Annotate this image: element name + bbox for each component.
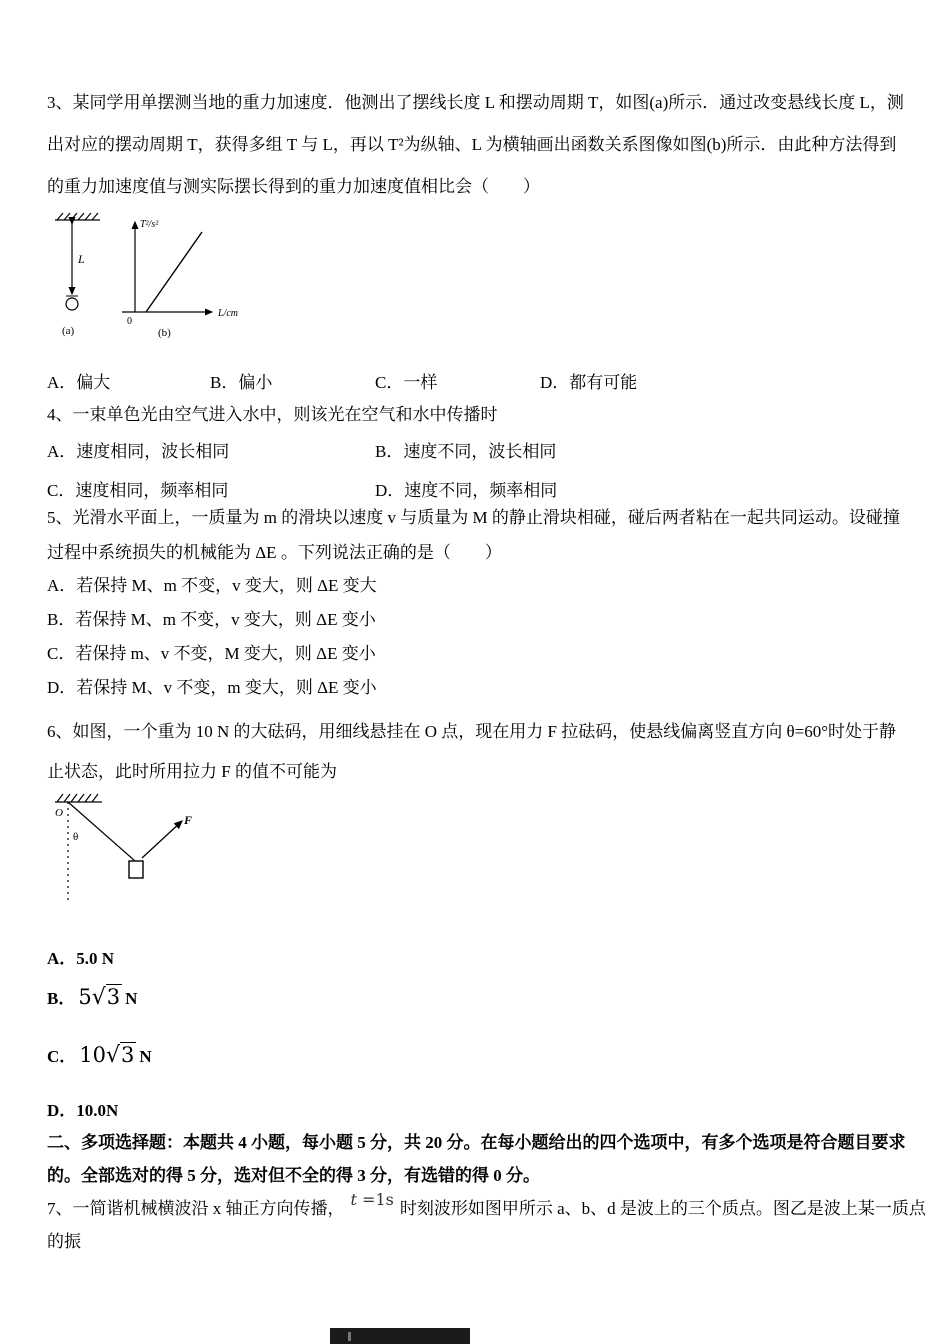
q4-option-c: C．速度相同，频率相同 <box>47 481 229 500</box>
graph-y-axis-label: T²/s² <box>140 219 159 230</box>
sqrt-coefficient: 10 <box>79 1043 107 1067</box>
graph-x-axis-label: L/cm <box>218 308 238 319</box>
q5-option-d: D．若保持 M、v 不变，m 变大，则 ΔE 变小 <box>47 678 377 697</box>
pendulum-bob <box>66 298 78 310</box>
question-6-stem: 6、如图，一个重为 10 N 的大砝码，用细线悬挂在 O 点，现在用力 F 拉砝码，使悬线偏离竖直方向 θ=60°时处于静止状态，此时所用拉力 F 的值不可能为 <box>47 722 897 781</box>
q5-option-c: C．若保持 m、v 不变，M 变大，则 ΔE 变小 <box>47 644 376 663</box>
q3-option-d: D．都有可能 <box>540 373 638 392</box>
q7-inline-equation <box>345 1190 400 1209</box>
radical-sign: √ <box>106 1043 121 1068</box>
q6-option-c-letter: C． <box>47 1047 77 1066</box>
q6-option-d: D．10.0N <box>47 1101 119 1120</box>
cutoff-detail <box>348 1332 351 1341</box>
q3-option-a: A．偏大 <box>47 373 111 392</box>
figure-b-label: (b) <box>158 327 171 339</box>
sqrt-coefficient: 5 <box>78 985 92 1009</box>
q4-option-b: B．速度不同，波长相同 <box>375 442 557 461</box>
section-2-heading: 二、多项选择题：本题共 4 小题，每小题 5 分，共 20 分。在每小题给出的四个选项中，有多个选项是符合题目要求的。全部选对的得 5 分，选对但不全的得 3 分，有选错的得 0 分。 <box>47 1133 906 1185</box>
q6-o-point-label: O <box>55 807 63 819</box>
equation-value: =1s <box>362 1190 394 1209</box>
q5-option-a: A．若保持 M、m 不变，v 变大，则 ΔE 变大 <box>47 576 377 595</box>
q6-option-c <box>47 1042 152 1068</box>
radicand: 3 <box>121 1043 135 1067</box>
q6-option-c-unit: N <box>139 1047 152 1066</box>
q6-ceiling <box>55 794 102 802</box>
q6-theta-label: θ <box>73 831 79 843</box>
question-3-stem: 3、某同学用单摆测当地的重力加速度．他测出了摆线长度 L 和摆动周期 T，如图(a)所示．通过改变悬线长度 L，测出对应的摆动周期 T，获得多组 T 与 L，再以 T²为纵轴、L 为横轴画出函数关系图像如图(b)所示．由此种方法得到的重力加速度值与测实际摆长得到的重力加速度值相比会（ ） <box>47 93 904 196</box>
q3-option-b: B．偏小 <box>210 373 273 392</box>
question-7-stem <box>47 1192 927 1258</box>
q4-options <box>47 437 907 501</box>
q6-option-b-unit: N <box>125 989 138 1008</box>
figure-a-label: (a) <box>62 325 75 337</box>
graph-origin-label: 0 <box>127 316 132 327</box>
q6-option-a: A．5.0 N <box>47 949 115 968</box>
question-4-stem: 4、一束单色光由空气进入水中，则该光在空气和水中传播时 <box>47 405 498 424</box>
q6-force-arrow <box>142 821 182 858</box>
radicand: 3 <box>106 985 121 1009</box>
q7-stem-post: 时刻波形如图甲所示 a、b、d 是波上的三个质点。图乙是波上某一质点的振 <box>47 1199 926 1251</box>
q3-option-c: C．一样 <box>375 373 438 392</box>
q6-option-b-math <box>75 985 125 1009</box>
q4-option-d: D．速度不同，频率相同 <box>375 481 558 500</box>
pendulum-length-label: L <box>78 252 85 266</box>
equation-variable: t <box>350 1190 357 1209</box>
q4-option-a: A．速度相同，波长相同 <box>47 442 230 461</box>
q7-stem-pre: 7、一简谐机械横波沿 x 轴正方向传播， <box>47 1199 345 1218</box>
q5-option-b: B．若保持 M、m 不变，v 变大，则 ΔE 变小 <box>47 610 376 629</box>
question-5-stem: 5、光滑水平面上，一质量为 m 的滑块以速度 v 与质量为 M 的静止滑块相碰，碰后两者粘在一起共同运动。设碰撞过程中系统损失的机械能为 ΔE 。下列说法正确的是（ ） <box>47 508 900 562</box>
q6-force-label: F <box>184 813 193 827</box>
q6-option-b-letter: B． <box>47 989 76 1008</box>
radical-sign: √ <box>91 985 106 1010</box>
q6-option-c-math <box>76 1043 139 1067</box>
pendulum-ceiling <box>55 213 100 220</box>
q6-option-b <box>47 984 137 1010</box>
q3-options <box>47 368 907 393</box>
q3-figure <box>50 210 280 340</box>
q6-weight-block <box>129 861 143 878</box>
next-figure-cutoff <box>330 1328 470 1344</box>
q6-figure <box>50 790 250 912</box>
graph-data-line <box>146 232 202 312</box>
